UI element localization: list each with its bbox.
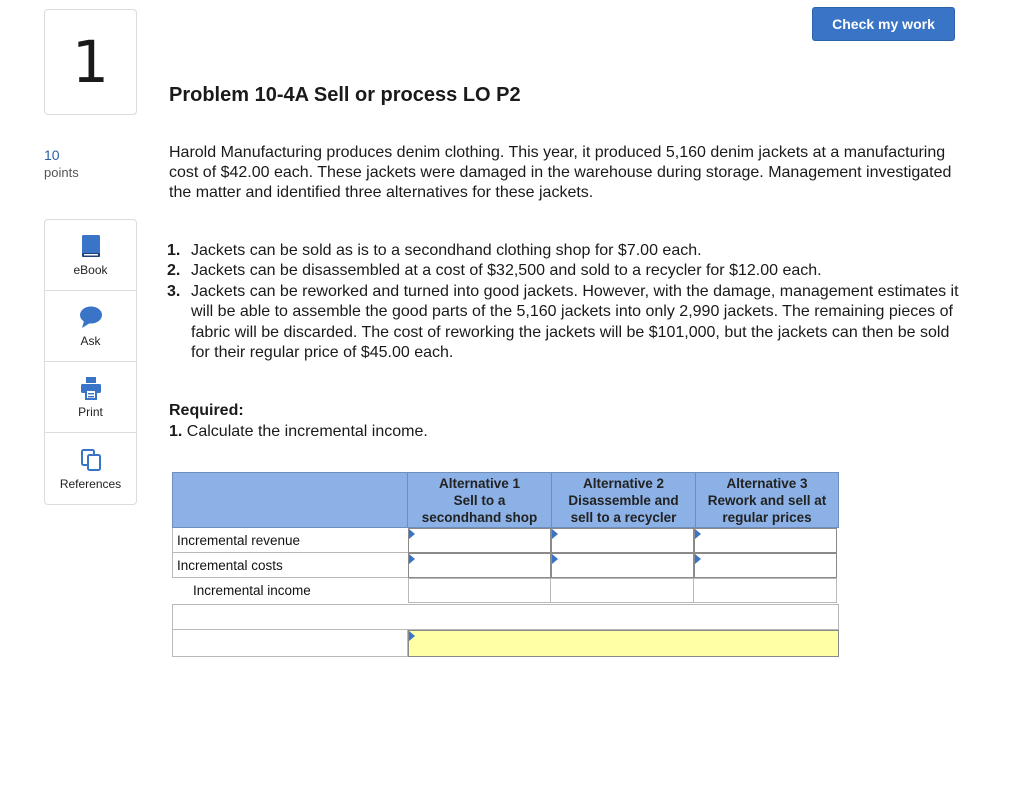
tools-panel [44, 219, 137, 505]
table-row [172, 578, 839, 603]
points-value: 10 [44, 147, 60, 163]
ask-label: Ask [80, 334, 101, 348]
row-label-costs: Incremental costs [172, 553, 408, 578]
required-heading: Required: [169, 402, 244, 419]
final-answer-row [172, 630, 839, 657]
column-header-alt1: Alternative 1 Sell to a secondhand shop [408, 473, 552, 527]
printer-icon [79, 375, 103, 401]
ebook-button[interactable] [45, 220, 136, 291]
income-alt1-cell [408, 578, 551, 603]
points-block [44, 146, 79, 182]
table-header-blank [173, 473, 408, 527]
question-number-box [44, 9, 137, 115]
list-item-number: 1. [167, 242, 181, 259]
blank-row [172, 604, 839, 630]
row-label-income: Incremental income [193, 583, 311, 598]
list-item [167, 261, 967, 281]
column-header-alt3: Alternative 3 Rework and sell at regular prices [707, 476, 827, 525]
alternatives-list [167, 241, 967, 363]
costs-alt3-input[interactable] [694, 553, 837, 578]
references-button[interactable] [45, 433, 136, 504]
input-marker-icon [552, 554, 558, 564]
answer-table [172, 472, 839, 603]
list-item [167, 241, 967, 261]
list-item-text: Jackets can be sold as is to a secondhand clothing shop for $7.00 each. [191, 242, 702, 259]
required-instruction: Calculate the incremental income. [186, 423, 428, 440]
points-label: points [44, 165, 79, 180]
final-answer-label [172, 630, 408, 657]
input-marker-icon [695, 554, 701, 564]
ask-button[interactable] [45, 291, 136, 362]
copy-icon [80, 447, 102, 473]
ebook-label: eBook [73, 263, 108, 277]
final-answer-input[interactable] [408, 630, 839, 657]
question-number: 1 [72, 28, 109, 96]
print-button[interactable] [45, 362, 136, 433]
income-alt3-cell [694, 578, 837, 603]
problem-intro: Harold Manufacturing produces denim clothing. This year, it produced 5,160 denim jackets at a manufacturing cost of $42.00 each. These jackets were damaged in the warehouse during storage. Management investigated the matter and identified three alternatives for these jackets. [169, 144, 952, 201]
list-item-number: 3. [167, 282, 181, 300]
table-header [172, 472, 839, 528]
list-item-number: 2. [167, 262, 181, 280]
revenue-alt2-input[interactable] [551, 528, 694, 553]
revenue-alt3-input[interactable] [694, 528, 837, 553]
costs-alt2-input[interactable] [551, 553, 694, 578]
book-icon [80, 233, 102, 259]
row-label-revenue: Incremental revenue [172, 528, 408, 553]
list-item-text: Jackets can be disassembled at a cost of $32,500 and sold to a recycler for $12.00 each. [191, 262, 822, 280]
input-marker-icon [409, 554, 415, 564]
problem-title: Problem 10-4A Sell or process LO P2 [169, 84, 521, 106]
list-item-text: Jackets can be reworked and turned into good jackets. However, with the damage, management estimates it will be able to assemble the good parts of the 5,160 jackets into only 2,990 jackets. The remaining pieces of fabric will be discarded. The cost of reworking the jackets will be $101,000, but the jackets can then be sold for their regular price of $45.00 each. [191, 282, 959, 362]
input-marker-icon [695, 529, 701, 539]
revenue-alt1-input[interactable] [408, 528, 551, 553]
print-label: Print [78, 405, 103, 419]
table-row [172, 528, 839, 553]
input-marker-icon [409, 529, 415, 539]
costs-alt1-input[interactable] [408, 553, 551, 578]
input-marker-icon [552, 529, 558, 539]
speech-bubble-icon [79, 304, 103, 330]
column-header-alt2: Alternative 2 Disassemble and sell to a recycler [552, 473, 696, 527]
required-number: 1. [169, 423, 183, 440]
list-item [167, 282, 967, 364]
input-marker-icon [409, 631, 415, 641]
income-alt2-cell [551, 578, 694, 603]
check-my-work-button[interactable]: Check my work [812, 7, 955, 41]
table-row [172, 553, 839, 578]
references-label: References [59, 476, 122, 491]
required-text [169, 423, 428, 441]
